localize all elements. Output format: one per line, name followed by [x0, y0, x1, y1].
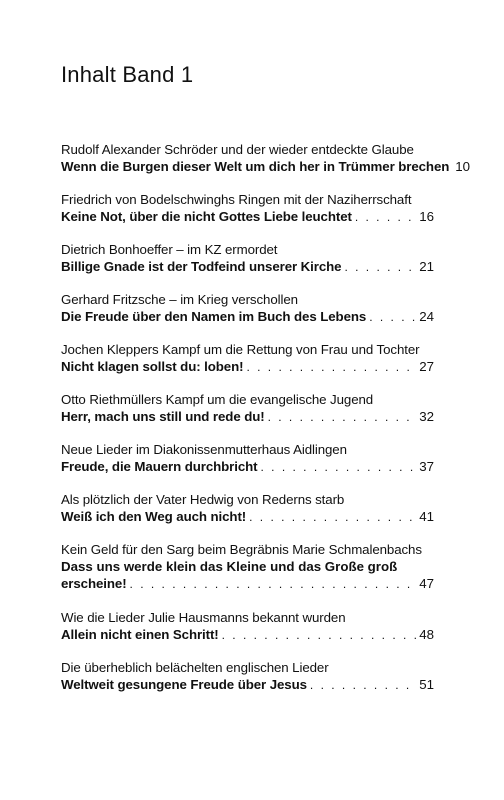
table-of-contents: [61, 141, 471, 709]
toc-entry-subtitle: Neue Lieder im Diakonissenmutterhaus Aidlingen: [61, 442, 347, 457]
toc-entry-page: 37: [419, 459, 434, 474]
toc-entry-line: [61, 358, 434, 376]
toc-entry: [61, 141, 471, 191]
toc-entry-heading: Nicht klagen sollst du: loben!: [61, 359, 244, 374]
toc-entry-leader-dots: [268, 409, 417, 426]
toc-entry-heading: erscheine!: [61, 576, 127, 591]
toc-entry-heading: Die Freude über den Namen im Buch des Lebens: [61, 309, 367, 324]
toc-entry: [61, 609, 434, 659]
toc-entry: [61, 659, 434, 709]
toc-entry-line: [61, 508, 434, 526]
toc-entry-line: [61, 626, 434, 644]
toc-entry-subtitle: Wie die Lieder Julie Hausmanns bekannt wurden: [61, 610, 346, 625]
toc-entry-page: 16: [419, 209, 434, 224]
toc-entry: [61, 541, 434, 609]
toc-entry-page: 41: [419, 509, 434, 524]
toc-entry-leader-dots: [310, 677, 416, 694]
toc-entry-heading: Weltweit gesungene Freude über Jesus: [61, 677, 307, 692]
toc-entry-page: 21: [419, 259, 434, 274]
toc-entry-leader-dots: [130, 576, 417, 593]
toc-entry-line: [61, 258, 434, 276]
toc-entry-page: 27: [419, 359, 434, 374]
toc-entry-subtitle: Dietrich Bonhoeffer – im KZ ermordet: [61, 242, 278, 257]
toc-entry: [61, 391, 434, 441]
toc-entry-line: [61, 408, 434, 426]
toc-entry-heading: Wenn die Burgen dieser Welt um dich her in Trümmer brechen: [61, 159, 450, 174]
toc-entry-heading: Weiß ich den Weg auch nicht!: [61, 509, 247, 524]
toc-entry-subtitle: Gerhard Fritzsche – im Krieg verschollen: [61, 292, 298, 307]
toc-entry-heading: Herr, mach uns still und rede du!: [61, 409, 265, 424]
toc-entry-subtitle: Otto Riethmüllers Kampf um die evangelische Jugend: [61, 392, 374, 407]
toc-entry-heading: Keine Not, über die nicht Gottes Liebe leuchtet: [61, 209, 352, 224]
toc-entry-heading: Freude, die Mauern durchbricht: [61, 459, 258, 474]
toc-entry-page: 10: [455, 159, 471, 174]
toc-entry-heading-line1: Dass uns werde klein das Kleine und das Große groß: [61, 559, 398, 574]
toc-entry-page: 48: [419, 627, 434, 642]
toc-entry-line: [61, 458, 434, 476]
toc-entry-line: [61, 676, 434, 694]
toc-entry-leader-dots: [249, 509, 416, 526]
toc-entry: [61, 241, 434, 291]
toc-entry-page: 32: [419, 409, 434, 424]
toc-entry: [61, 191, 434, 241]
toc-entry-leader-dots: [222, 627, 417, 644]
toc-entry-leader-dots: [355, 209, 416, 226]
toc-entry-leader-dots: [246, 359, 416, 376]
toc-entry-page: 51: [419, 677, 434, 692]
toc-entry-page: 24: [419, 309, 434, 324]
page-title: Inhalt Band 1: [61, 62, 194, 87]
toc-entry: [61, 341, 434, 391]
toc-entry-subtitle: Rudolf Alexander Schröder und der wieder entdeckte Glaube: [61, 142, 414, 157]
toc-entry-subtitle: Die überheblich belächelten englischen Lieder: [61, 660, 329, 675]
toc-entry-leader-dots: [369, 309, 416, 326]
toc-entry-line: [61, 208, 434, 226]
toc-entry: [61, 491, 434, 541]
toc-entry-heading: Allein nicht einen Schritt!: [61, 627, 219, 642]
toc-entry-line: [61, 158, 471, 175]
toc-entry-subtitle: Als plötzlich der Vater Hedwig von Rederns starb: [61, 492, 345, 507]
toc-entry-subtitle: Jochen Kleppers Kampf um die Rettung von Frau und Tochter: [61, 342, 420, 357]
toc-entry-page: 47: [419, 576, 434, 591]
toc-entry-leader-dots: [260, 459, 416, 476]
toc-entry-leader-dots: [344, 259, 416, 276]
toc-entry-heading: Billige Gnade ist der Todfeind unserer Kirche: [61, 259, 342, 274]
toc-entry: [61, 291, 434, 341]
toc-entry: [61, 441, 434, 491]
toc-entry-line: [61, 575, 434, 593]
toc-entry-line: [61, 308, 434, 326]
toc-entry-subtitle: Friedrich von Bodelschwinghs Ringen mit der Naziherrschaft: [61, 192, 412, 207]
toc-entry-subtitle: Kein Geld für den Sarg beim Begräbnis Marie Schmalenbachs: [61, 542, 422, 557]
